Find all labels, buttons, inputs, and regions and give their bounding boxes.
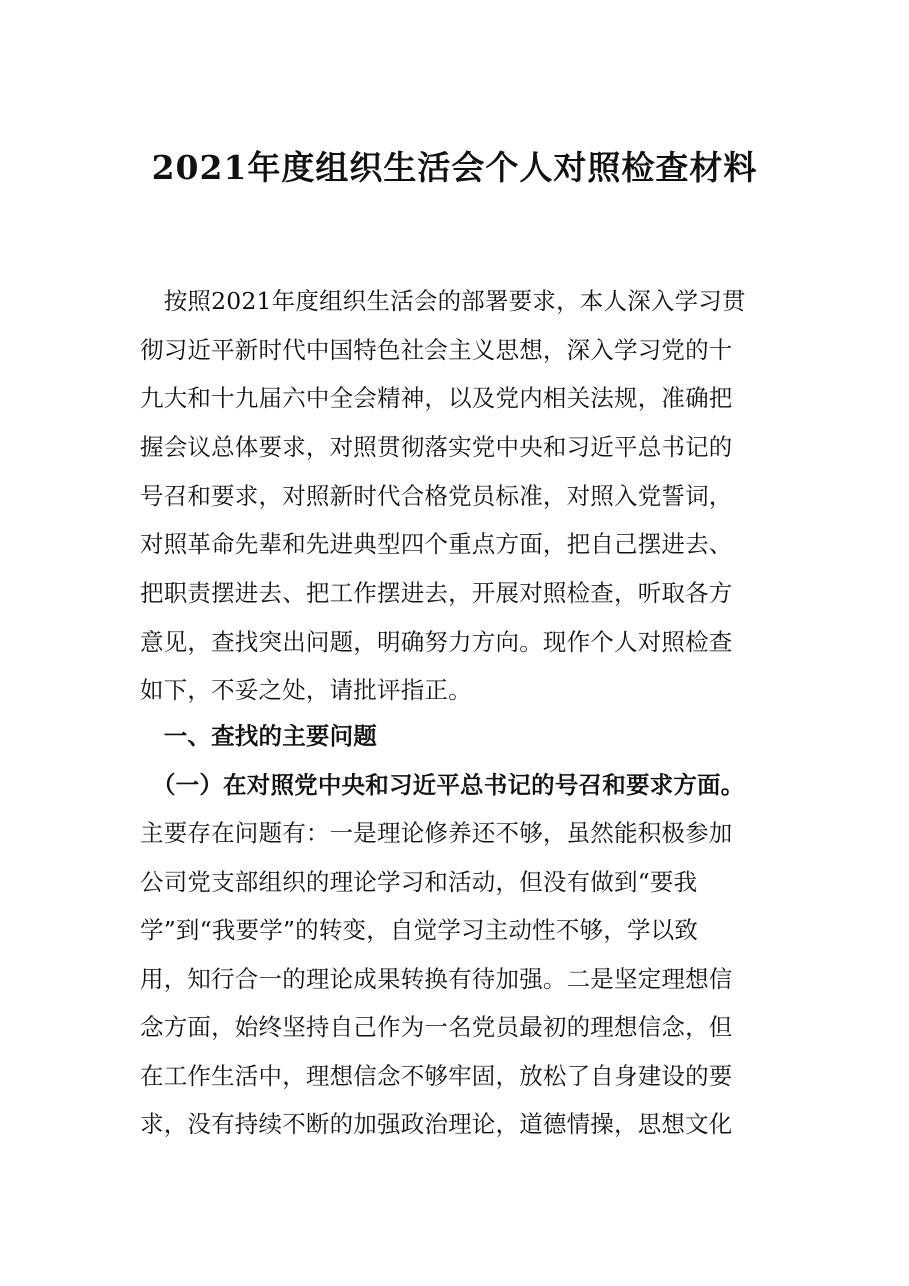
paragraph-line: 九大和十九届六中全会精神，以及党内相关法规，准确把 xyxy=(140,384,733,412)
document-title: 2021年度组织生活会个人对照检查材料 xyxy=(151,148,758,187)
paragraph-line: 如下，不妥之处，请批评指正。 xyxy=(140,676,472,704)
paragraph-line: 求，没有持续不断的加强政治理论，道德情操，思想文化 xyxy=(140,1110,733,1138)
paragraph-line: 公司党支部组织的理论学习和活动，但没有做到“要我 xyxy=(140,868,698,896)
paragraph-line: 号召和要求，对照新时代合格党员标准，对照入党誓词， xyxy=(140,482,733,510)
subsection-heading: （一）在对照党中央和习近平总书记的号召和要求方面。 xyxy=(140,771,745,799)
paragraph-line: 对照革命先辈和先进典型四个重点方面，把自己摆进去、 xyxy=(140,530,733,558)
paragraph-line: 把职责摆进去、把工作摆进去，开展对照检查，听取各方 xyxy=(140,579,733,607)
paragraph-line: 用，知行合一的理论成果转换有待加强。二是坚定理想信 xyxy=(140,965,733,993)
paragraph-line: 念方面，始终坚持自己作为一名党员最初的理想信念，但 xyxy=(140,1013,733,1041)
paragraph-line: 彻习近平新时代中国特色社会主义思想，深入学习党的十 xyxy=(140,336,733,364)
paragraph-line: 学”到“我要学”的转变，自觉学习主动性不够，学以致 xyxy=(140,916,699,944)
paragraph-line: 主要存在问题有：一是理论修养还不够，虽然能积极参加 xyxy=(140,819,733,847)
section-heading: 一、查找的主要问题 xyxy=(140,722,377,750)
paragraph-line: 握会议总体要求，对照贯彻落实党中央和习近平总书记的 xyxy=(140,433,733,461)
paragraph-line: 按照2021年度组织生活会的部署要求，本人深入学习贯 xyxy=(140,287,746,315)
paragraph-line: 意见，查找突出问题，明确努力方向。现作个人对照检查 xyxy=(140,628,733,656)
paragraph-line: 在工作生活中，理想信念不够牢固，放松了自身建设的要 xyxy=(140,1062,733,1090)
